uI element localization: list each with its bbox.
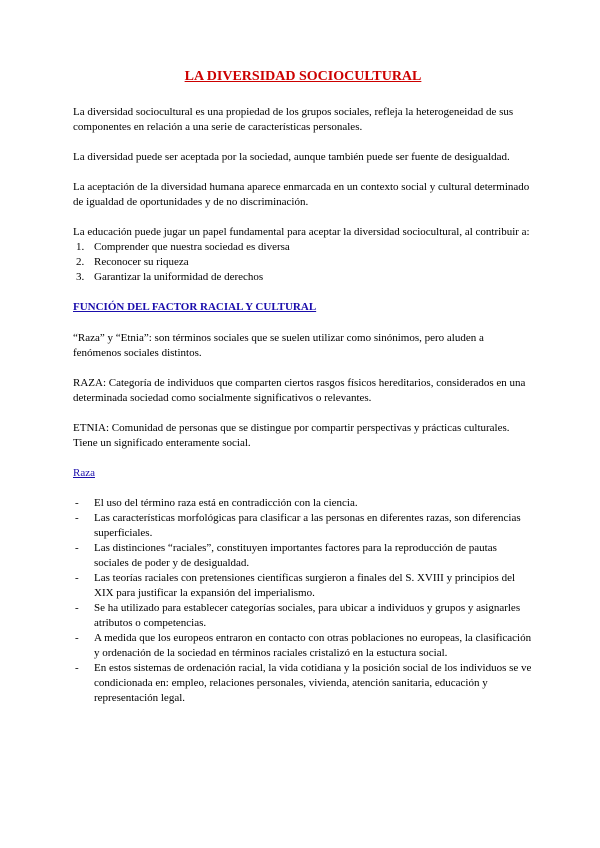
list-item-text: En estos sistemas de ordenación racial, la vida cotidiana y la posición social de los individuos se ve condicionada en: empleo, relaciones personales, vivienda, atención sanitaria, educación y representación legal. (94, 662, 532, 704)
intro-paragraph: La diversidad sociocultural es una propiedad de los grupos sociales, refleja la heterogeneidad de sus componentes en relación a una serie de características personales. (73, 106, 514, 133)
list-item-text: Reconocer su riqueza (94, 256, 189, 268)
list-item-text: El uso del término raza está en contradicción con la ciencia. (94, 497, 358, 509)
section-heading: FUNCIÓN DEL FACTOR RACIAL Y CULTURAL (73, 301, 317, 313)
subheading-raza: Raza (73, 467, 95, 479)
dash-marker: - (75, 662, 79, 674)
section-paragraph: “Raza” y “Etnia”: son términos sociales que se suelen utilizar como sinónimos, pero aluden a fenómenos sociales distintos. (73, 332, 484, 359)
intro-paragraph: La aceptación de la diversidad humana aparece enmarcada en un contexto social y cultural determinado de igualdad de oportunidades y de no discriminación. (73, 181, 530, 208)
list-item-text: A medida que los europeos entraron en contacto con otras poblaciones no europeas, la clasificación y ordenación de la sociedad en términos raciales cristalizó en la estuctura social. (94, 632, 532, 659)
list-number: 2. (76, 256, 85, 268)
list-number: 1. (76, 241, 85, 253)
raza-list (73, 496, 533, 706)
list-number: 3. (76, 271, 85, 283)
list-item-text: Se ha utilizado para establecer categorías sociales, para ubicar a individuos y grupos y asignarles atributos o competencias. (94, 602, 521, 629)
list-item-text: Las características morfológicas para clasificar a las personas en diferentes razas, son diferencias superficiales. (94, 512, 521, 539)
list-item (73, 571, 533, 601)
intro-paragraph: La diversidad puede ser aceptada por la sociedad, aunque también puede ser fuente de desigualdad. (73, 151, 510, 163)
list-item (73, 541, 533, 571)
dash-marker: - (75, 572, 79, 584)
dash-marker: - (75, 632, 79, 644)
dash-marker: - (75, 497, 79, 509)
list-item-text: Las teorías raciales con pretensiones científicas surgieron a finales del S. XVIII y principios del XIX para justificar la expansión del imperialismo. (94, 572, 516, 599)
section-paragraph: RAZA: Categoría de individuos que comparten ciertos rasgos físicos hereditarios, considerados en una determinada sociedad como socialmente significativos o relevantes. (73, 377, 526, 404)
list-item (73, 255, 533, 270)
dash-marker: - (75, 602, 79, 614)
document-title: LA DIVERSIDAD SOCIOCULTURAL (184, 69, 422, 84)
list-item (73, 511, 533, 541)
list-item (73, 496, 533, 511)
list-item-text: Comprender que nuestra sociedad es diversa (94, 241, 290, 253)
list-item (73, 601, 533, 631)
list-item (73, 631, 533, 661)
document-content (73, 67, 533, 706)
intro-paragraph: La educación puede jugar un papel fundamental para aceptar la diversidad sociocultural, al contribuir a: (73, 226, 530, 238)
section-paragraph: ETNIA: Comunidad de personas que se distingue por compartir perspectivas y prácticas culturales. Tiene un significado enteramente social. (73, 422, 510, 449)
education-list (73, 240, 533, 285)
list-item (73, 270, 533, 285)
dash-marker: - (75, 512, 79, 524)
dash-marker: - (75, 542, 79, 554)
list-item (73, 661, 533, 706)
list-item-text: Garantizar la uniformidad de derechos (94, 271, 264, 283)
list-item (73, 240, 533, 255)
list-item-text: Las distinciones “raciales”, constituyen importantes factores para la reproducción de pautas sociales de poder y de desigualdad. (94, 542, 497, 569)
